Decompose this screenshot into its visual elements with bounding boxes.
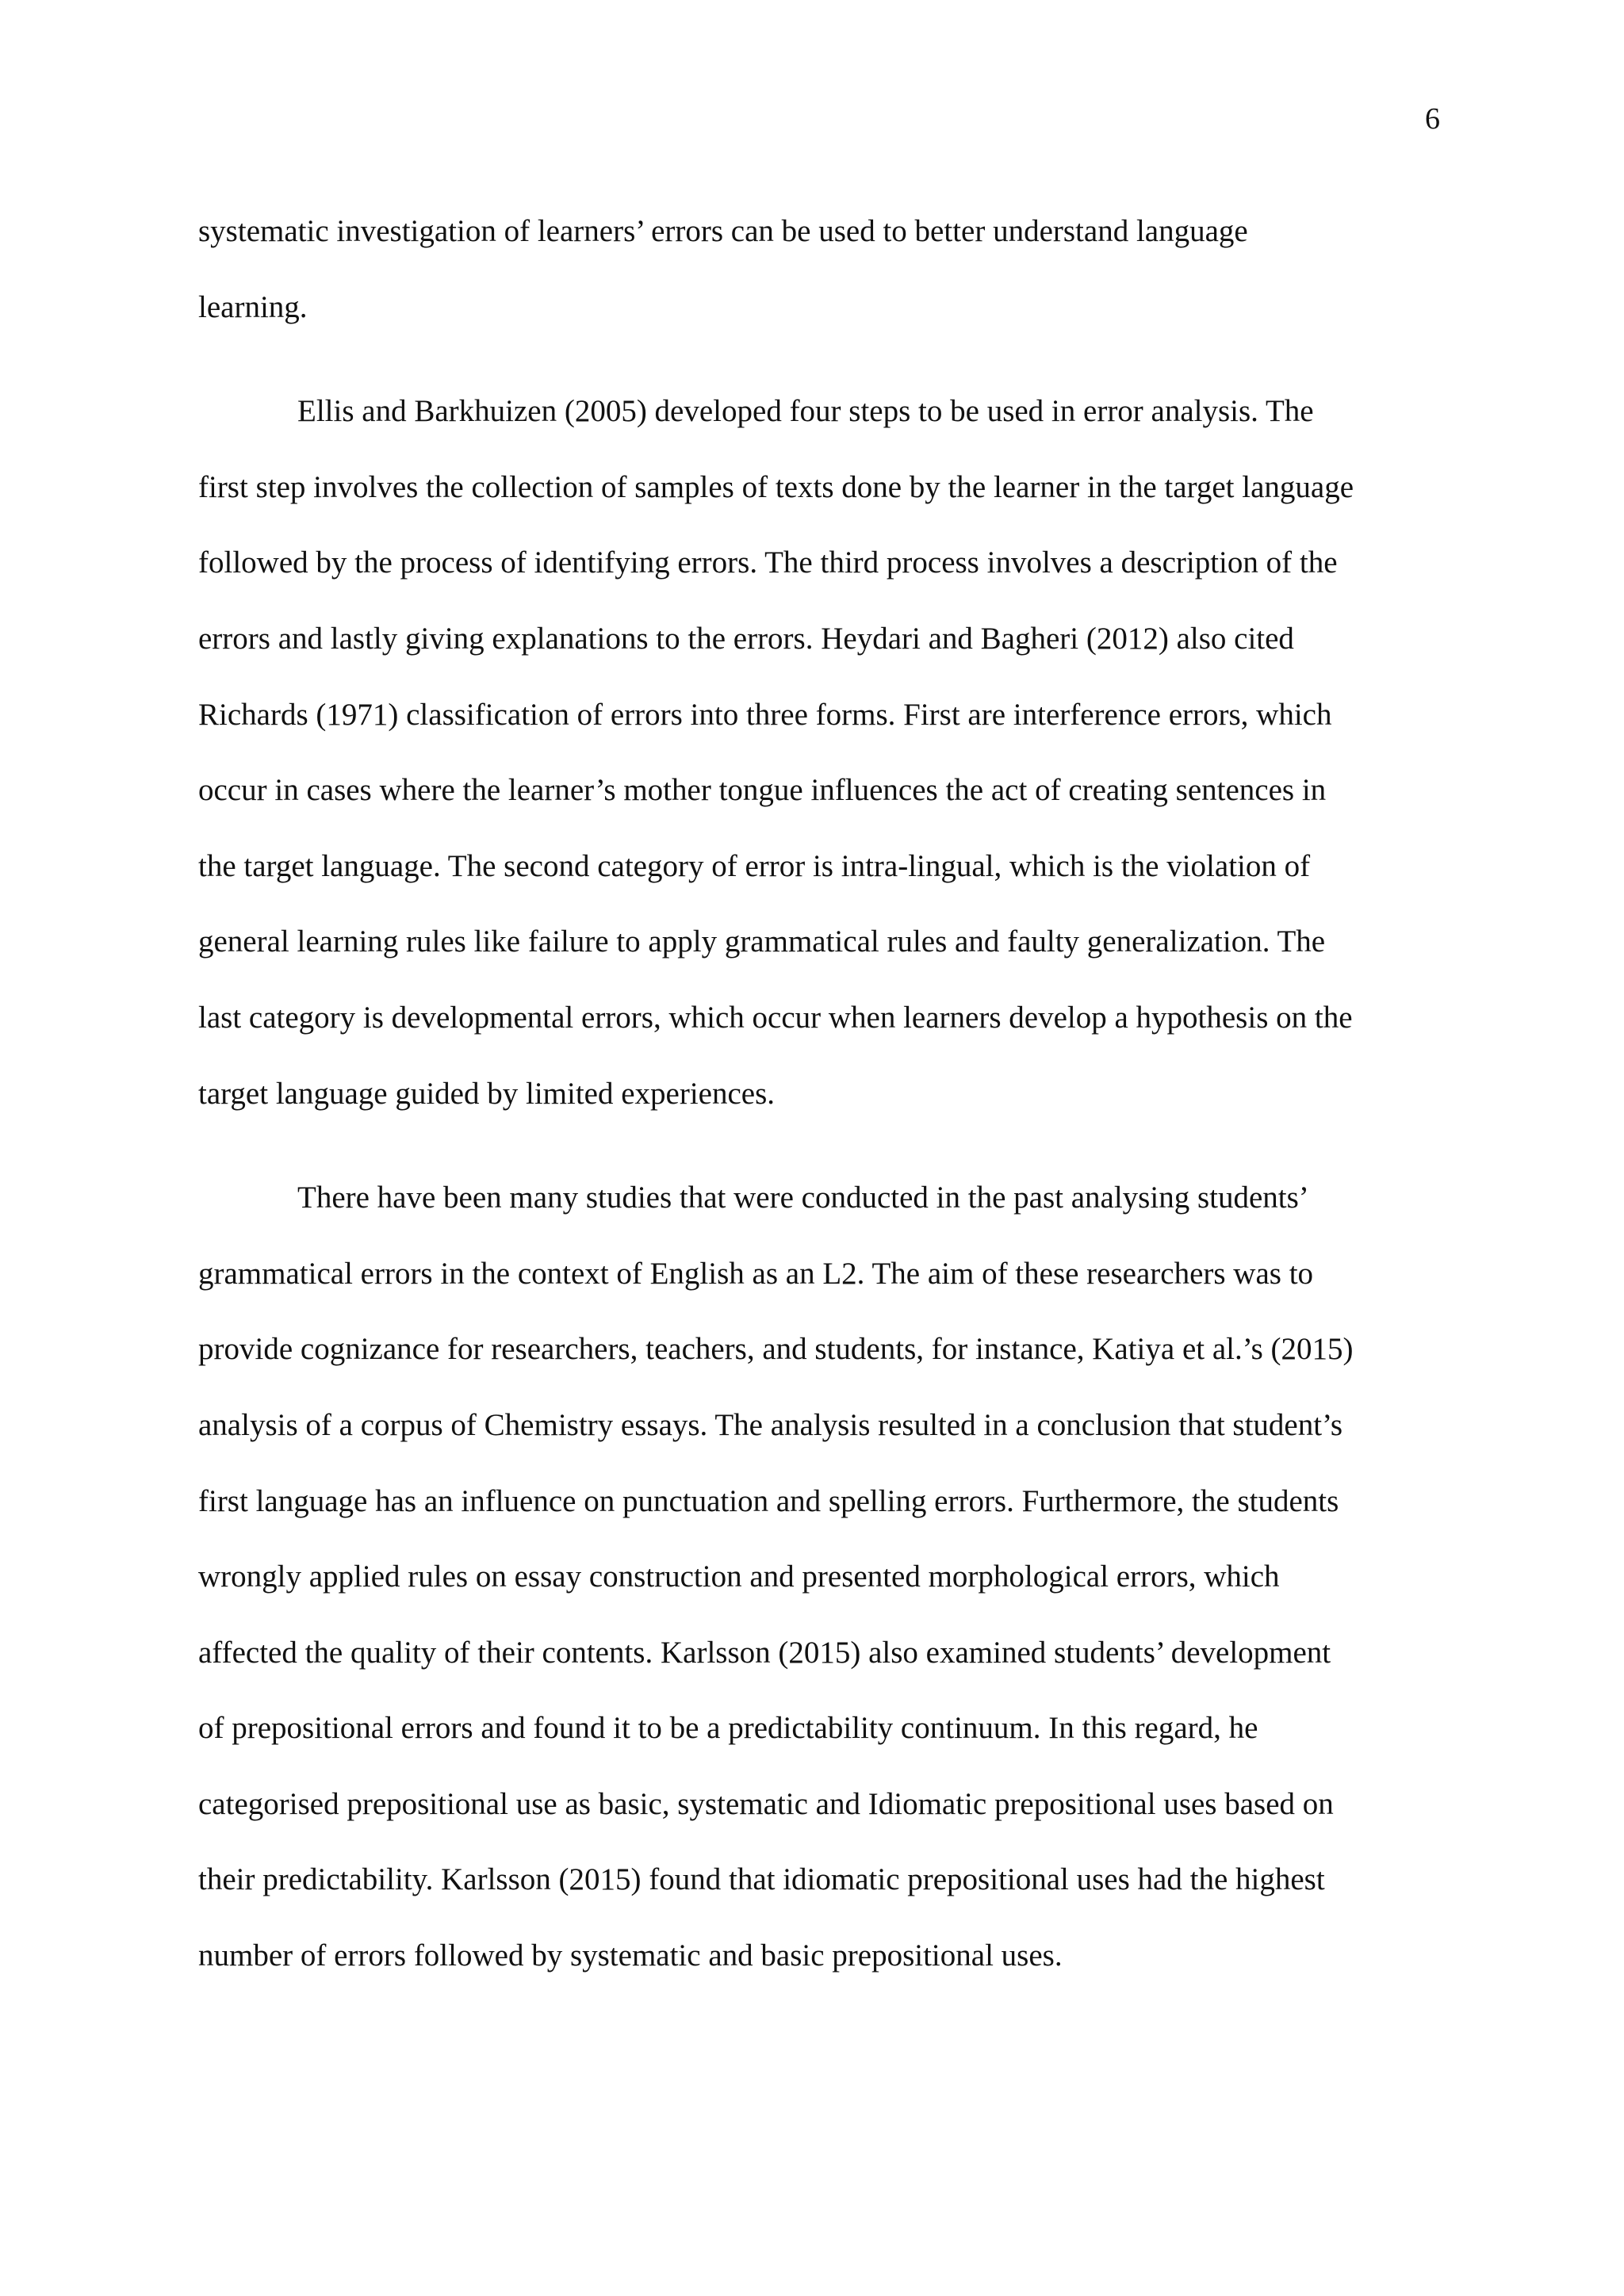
- text-line: followed by the process of identifying errors. The third process involves a description of the: [198, 545, 1338, 580]
- body-text: [198, 193, 1435, 1994]
- text-line: first language has an influence on punctuation and spelling errors. Furthermore, the students: [198, 1483, 1339, 1518]
- paragraph-1: [198, 193, 1435, 345]
- paragraph-2: [198, 373, 1435, 1131]
- text-line: grammatical errors in the context of English as an L2. The aim of these researchers was to: [198, 1256, 1314, 1291]
- text-line: provide cognizance for researchers, teachers, and students, for instance, Katiya et al.’s (2015): [198, 1332, 1354, 1367]
- text-line: learning.: [198, 289, 308, 324]
- paragraph-3: [198, 1160, 1435, 1994]
- page-number: 6: [1425, 102, 1440, 136]
- text-line: last category is developmental errors, which occur when learners develop a hypothesis on the: [198, 1000, 1353, 1035]
- text-line: Richards (1971) classification of errors into three forms. First are interference errors, which: [198, 697, 1332, 732]
- text-line: wrongly applied rules on essay construction and presented morphological errors, which: [198, 1559, 1280, 1594]
- text-line: categorised prepositional use as basic, systematic and Idiomatic prepositional uses based on: [198, 1786, 1334, 1821]
- text-line: errors and lastly giving explanations to the errors. Heydari and Bagheri (2012) also cited: [198, 621, 1294, 656]
- text-line: their predictability. Karlsson (2015) found that idiomatic prepositional uses had the highest: [198, 1862, 1325, 1897]
- text-line: the target language. The second category of error is intra-lingual, which is the violation of: [198, 848, 1311, 883]
- paragraph-spacer: [198, 345, 1435, 373]
- text-line: Ellis and Barkhuizen (2005) developed four steps to be used in error analysis. The: [297, 394, 1314, 429]
- text-line: affected the quality of their contents. Karlsson (2015) also examined students’ development: [198, 1635, 1331, 1670]
- text-line: general learning rules like failure to apply grammatical rules and faulty generalization. The: [198, 924, 1326, 959]
- text-line: systematic investigation of learners’ errors can be used to better understand language: [198, 214, 1248, 248]
- text-line: first step involves the collection of samples of texts done by the learner in the target language: [198, 469, 1354, 504]
- text-line: number of errors followed by systematic and basic prepositional uses.: [198, 1938, 1063, 1973]
- text-line: There have been many studies that were conducted in the past analysing students’: [297, 1181, 1309, 1215]
- text-line: analysis of a corpus of Chemistry essays. The analysis resulted in a conclusion that student’s: [198, 1407, 1343, 1442]
- text-line: occur in cases where the learner’s mother tongue influences the act of creating sentences in: [198, 773, 1327, 808]
- text-line: of prepositional errors and found it to be a predictability continuum. In this regard, he: [198, 1711, 1258, 1746]
- text-line: target language guided by limited experiences.: [198, 1076, 776, 1111]
- paragraph-spacer: [198, 1131, 1435, 1160]
